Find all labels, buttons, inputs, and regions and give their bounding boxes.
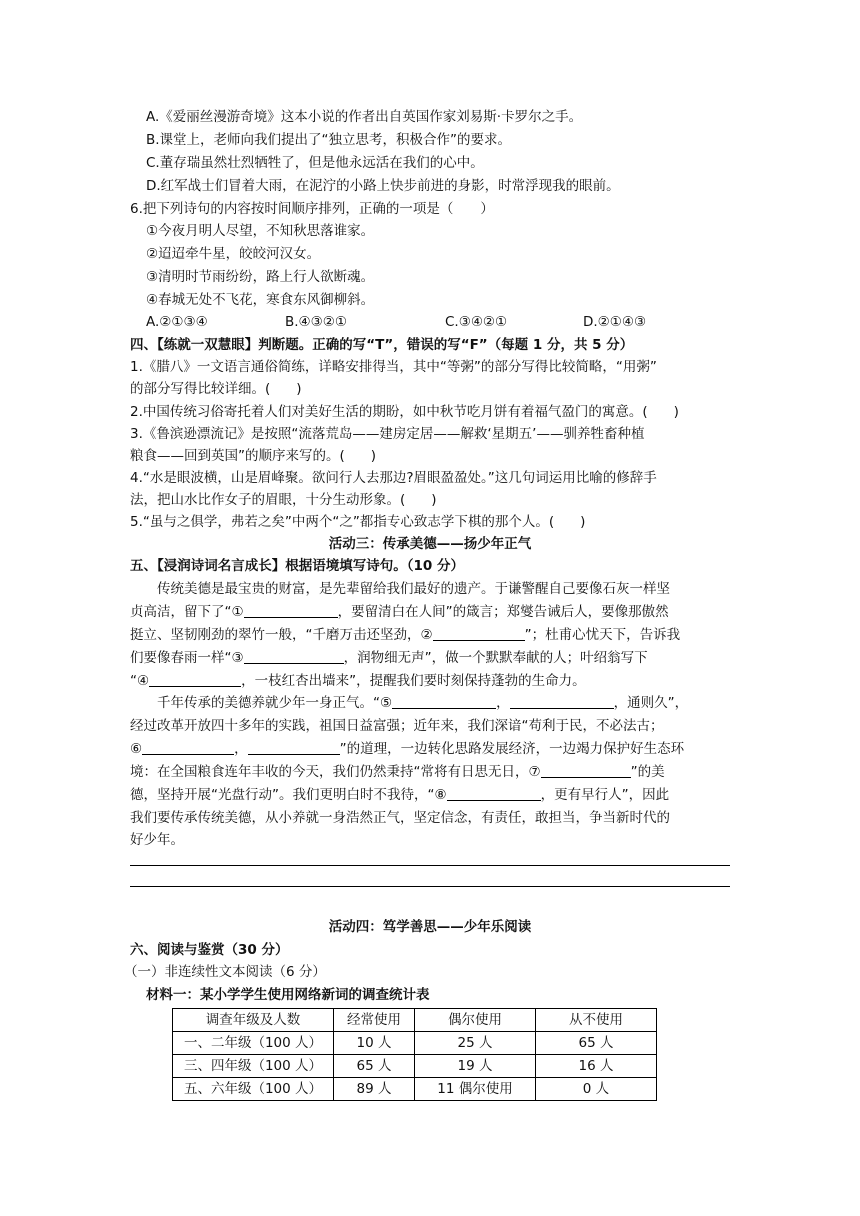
blank-5a[interactable]	[392, 694, 496, 709]
table-header-cell: 从不使用	[536, 1009, 657, 1032]
s5-p2-line6: 我们要传承传统美德，从小养就一身浩然正气，坚定信念，有责任，敢担当，争当新时代的	[130, 810, 670, 826]
s4-q1-line1: 1.《腊八》一文语言通俗简练，详略安排得当，其中“等粥”的部分写得比较简略，“用粥”	[130, 359, 657, 375]
s5-p2-line7: 好少年。	[130, 832, 184, 848]
q5-option-c: C.董存瑞虽然壮烈牺牲了，但是他永远活在我们的心中。	[146, 155, 484, 171]
table-header-cell: 调查年级及人数	[173, 1009, 334, 1032]
table-cell: 89 人	[334, 1078, 415, 1101]
q5-option-b: B.课堂上，老师向我们提出了“独立思考，积极合作”的要求。	[146, 132, 512, 148]
table-header-cell: 偶尔使用	[415, 1009, 536, 1032]
blank-5b[interactable]	[510, 694, 614, 709]
activity4-title: 活动四：笃学善思——少年乐阅读	[328, 919, 532, 935]
s4-q1-line2: 的部分写得比较详细。( )	[130, 381, 302, 397]
s5-p1-line4: 们要像春雨一样“③ ，润物细无声”，做一个默默奉献的人；叶绍翁写下	[130, 650, 648, 666]
survey-table	[172, 1008, 657, 1101]
s4-q3-line2: 粮食——回到英国”的顺序来写的。( )	[130, 448, 377, 464]
table-cell: 11 偶尔使用	[415, 1078, 536, 1101]
blank-6a[interactable]	[142, 740, 234, 755]
q6-line-3: ③清明时节雨纷纷，路上行人欲断魂。	[146, 269, 375, 285]
s4-q2: 2.中国传统习俗寄托着人们对美好生活的期盼，如中秋节吃月饼有着福气盈门的寓意。( )	[130, 404, 679, 420]
table-cell: 19 人	[415, 1055, 536, 1078]
q6-stem: 6.把下列诗句的内容按时间顺序排列，正确的一项是（ ）	[130, 201, 494, 217]
table-cell: 65 人	[536, 1032, 657, 1055]
section6-sub1: （一）非连续性文本阅读（6 分）	[124, 964, 326, 980]
s5-p2-line3: ⑥ ， ”的道理，一边转化思路发展经济，一边竭力保护好生态环	[130, 741, 685, 757]
writing-line-2[interactable]	[130, 886, 730, 887]
table-cell: 25 人	[415, 1032, 536, 1055]
table-row	[173, 1078, 657, 1101]
material1-title: 材料一：某小学学生使用网络新词的调查统计表	[146, 987, 430, 1003]
writing-line-1[interactable]	[130, 865, 730, 866]
section4-heading: 四、【练就一双慧眼】判断题。正确的写“T”，错误的写“F”（每题 1 分，共 5 分）	[130, 337, 634, 353]
table-header-cell: 经常使用	[334, 1009, 415, 1032]
table-cell: 65 人	[334, 1055, 415, 1078]
activity3-title: 活动三：传承美德——扬少年正气	[328, 536, 532, 552]
table-row	[173, 1055, 657, 1078]
table-cell: 五、六年级（100 人）	[173, 1078, 334, 1101]
s4-q4-line1: 4.“水是眼波横，山是眉峰聚。欲问行人去那边?眉眼盈盈处。”这几句词运用比喻的修辞手	[130, 470, 657, 486]
q6-line-1: ①今夜月明人尽望，不知秋思落谁家。	[146, 223, 375, 239]
blank-1[interactable]	[244, 603, 338, 618]
blank-2[interactable]	[433, 626, 525, 641]
blank-3[interactable]	[244, 649, 344, 664]
q6-option-c: C.③④②①	[445, 314, 508, 330]
s5-p2-line1: 千年传承的美德养就少年一身正气。“⑤ ， ，通则久”，	[157, 695, 689, 711]
s5-p1-line1: 传统美德是最宝贵的财富，是先辈留给我们最好的遗产。于谦警醒自己要像石灰一样坚	[157, 581, 670, 597]
blank-7[interactable]	[541, 763, 631, 778]
s5-p1-line3: 挺立、坚韧刚劲的翠竹一般，“千磨万击还坚劲，② ”；杜甫心忧天下，告诉我	[130, 627, 681, 643]
table-cell: 10 人	[334, 1032, 415, 1055]
s5-p2-line4: 境：在全国粮食连年丰收的今天，我们仍然秉持“常将有日思无日，⑦ ”的美	[130, 764, 665, 780]
q6-option-a: A.②①③④	[146, 314, 208, 330]
q6-line-2: ②迢迢牵牛星，皎皎河汉女。	[146, 246, 321, 262]
q6-option-b: B.④③②①	[285, 314, 347, 330]
table-cell: 16 人	[536, 1055, 657, 1078]
s4-q4-line2: 法，把山水比作女子的眉眼，十分生动形象。( )	[130, 492, 437, 508]
table-row	[173, 1032, 657, 1055]
q5-option-a: A.《爱丽丝漫游奇境》这本小说的作者出自英国作家刘易斯·卡罗尔之手。	[146, 109, 583, 125]
table-cell: 三、四年级（100 人）	[173, 1055, 334, 1078]
blank-8[interactable]	[447, 786, 541, 801]
section6-heading: 六、阅读与鉴赏（30 分）	[130, 942, 289, 958]
q5-option-d: D.红军战士们冒着大雨，在泥泞的小路上快步前进的身影，时常浮现我的眼前。	[146, 178, 620, 194]
q6-line-4: ④春城无处不飞花，寒食东风御柳斜。	[146, 292, 375, 308]
blank-6b[interactable]	[248, 740, 340, 755]
s5-p1-line5: “④ ，一枝红杏出墙来”，提醒我们要时刻保持蓬勃的生命力。	[130, 673, 586, 689]
section5-heading: 五、【浸润诗词名言成长】根据语境填写诗句。（10 分）	[130, 558, 464, 574]
q6-option-d: D.②①④③	[583, 314, 647, 330]
s5-p2-line2: 经过改革开放四十多年的实践，祖国日益富强；近年来，我们深谙“苟利于民，不必法古；	[130, 718, 664, 734]
table-cell: 一、二年级（100 人）	[173, 1032, 334, 1055]
blank-4[interactable]	[149, 672, 241, 687]
s4-q5: 5.“虽与之俱学，弗若之矣”中两个“之”都指专心致志学下棋的那个人。( )	[130, 514, 586, 530]
s5-p1-line2: 贞高洁，留下了“① ，要留清白在人间”的箴言；郑燮告诫后人，要像那傲然	[130, 604, 669, 620]
s4-q3-line1: 3.《鲁滨逊漂流记》是按照“流落荒岛——建房定居——解救‘星期五’——驯养牲畜种植	[130, 426, 645, 442]
table-header-row	[173, 1009, 657, 1032]
table-cell: 0 人	[536, 1078, 657, 1101]
s5-p2-line5: 德，坚持开展“光盘行动”。我们更明白时不我待，“⑧ ，更有早行人”，因此	[130, 787, 670, 803]
